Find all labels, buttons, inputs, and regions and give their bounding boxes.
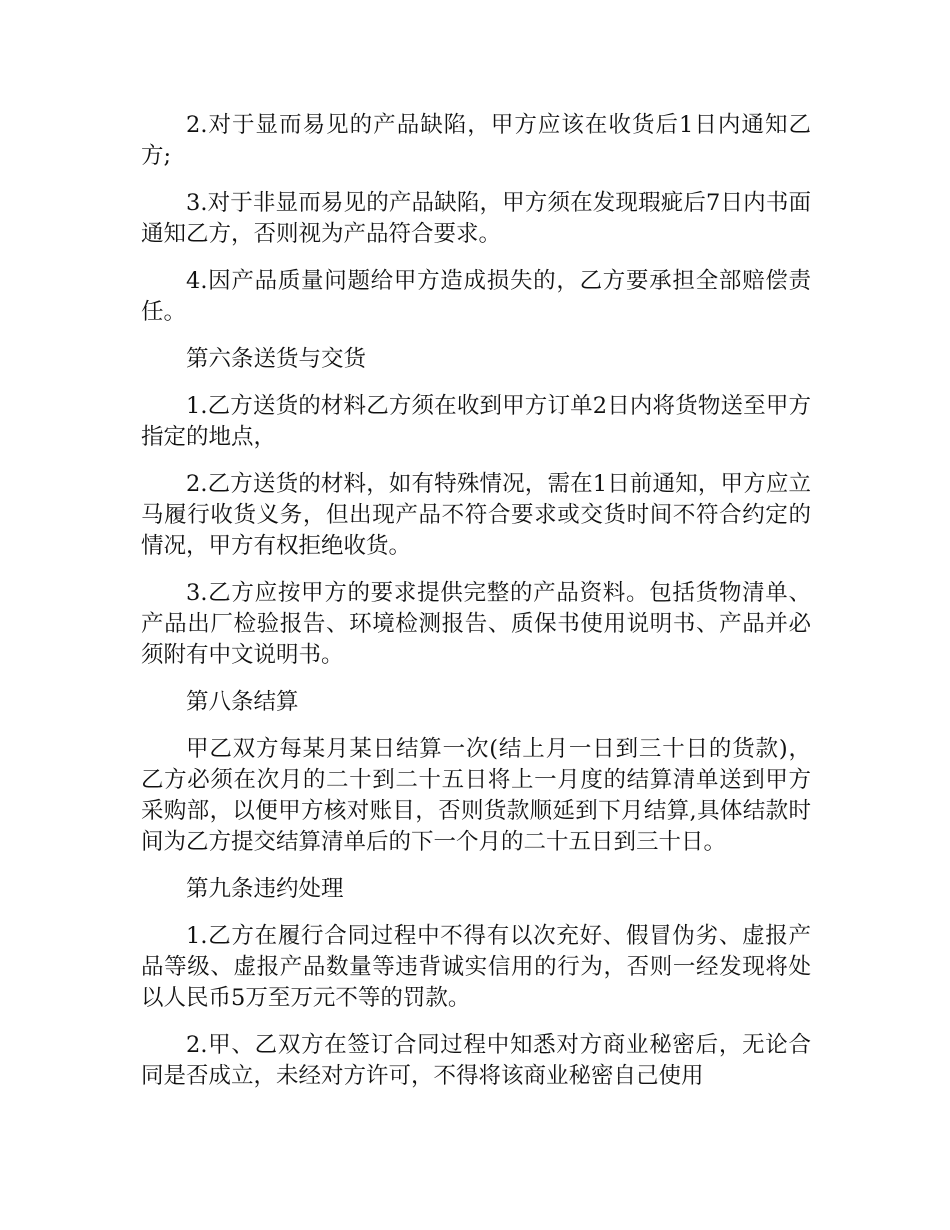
paragraph-product-documents: 3.乙方应按甲方的要求提供完整的产品资料。包括货物清单、产品出厂检验报告、环境检测报告、质保书使用说明书、产品并必须附有中文说明书。 [141, 580, 811, 668]
section-heading-settlement: 第八条结算 [186, 689, 299, 715]
paragraph-trade-secret: 2.甲、乙双方在签订合同过程中知悉对方商业秘密后，无论合同是否成立，未经对方许可，不得将该商业秘密自己使用 [141, 1032, 811, 1089]
section-heading-delivery: 第六条送货与交货 [186, 346, 367, 372]
paragraph-delivery-special-cases: 2.乙方送货的材料，如有特殊情况，需在1日前通知，甲方应立马履行收货义务，但出现产品不符合要求或交货时间不符合约定的情况，甲方有权拒绝收货。 [141, 471, 811, 559]
paragraph-defect-notice-obvious: 2.对于显而易见的产品缺陷，甲方应该在收货后1日内通知乙方; [141, 112, 811, 169]
paragraph-breach-fraud-penalty: 1.乙方在履行合同过程中不得有以次充好、假冒伪劣、虚报产品等级、虚报产品数量等违背诚实信用的行为，否则一经发现将处以人民币5万至万元不等的罚款。 [141, 923, 811, 1011]
paragraph-quality-compensation: 4.因产品质量问题给甲方造成损失的，乙方要承担全部赔偿责任。 [141, 268, 811, 325]
section-heading-breach: 第九条违约处理 [186, 876, 344, 902]
document-body [141, 110, 811, 1108]
paragraph-settlement-terms: 甲乙双方每某月某日结算一次(结上月一日到三十日的货款)，乙方必须在次月的二十到二十五日将上一月度的结算清单送到甲方采购部，以便甲方核对账目，否则货款顺延到下月结算,具体结款时间为乙方提交结算清单后的下一个月的二十五日到三十日。 [141, 736, 811, 855]
paragraph-delivery-location: 1.乙方送货的材料乙方须在收到甲方订单2日内将货物送至甲方指定的地点， [141, 393, 811, 450]
paragraph-defect-notice-hidden: 3.对于非显而易见的产品缺陷，甲方须在发现瑕疵后7日内书面通知乙方，否则视为产品符合要求。 [141, 190, 811, 247]
